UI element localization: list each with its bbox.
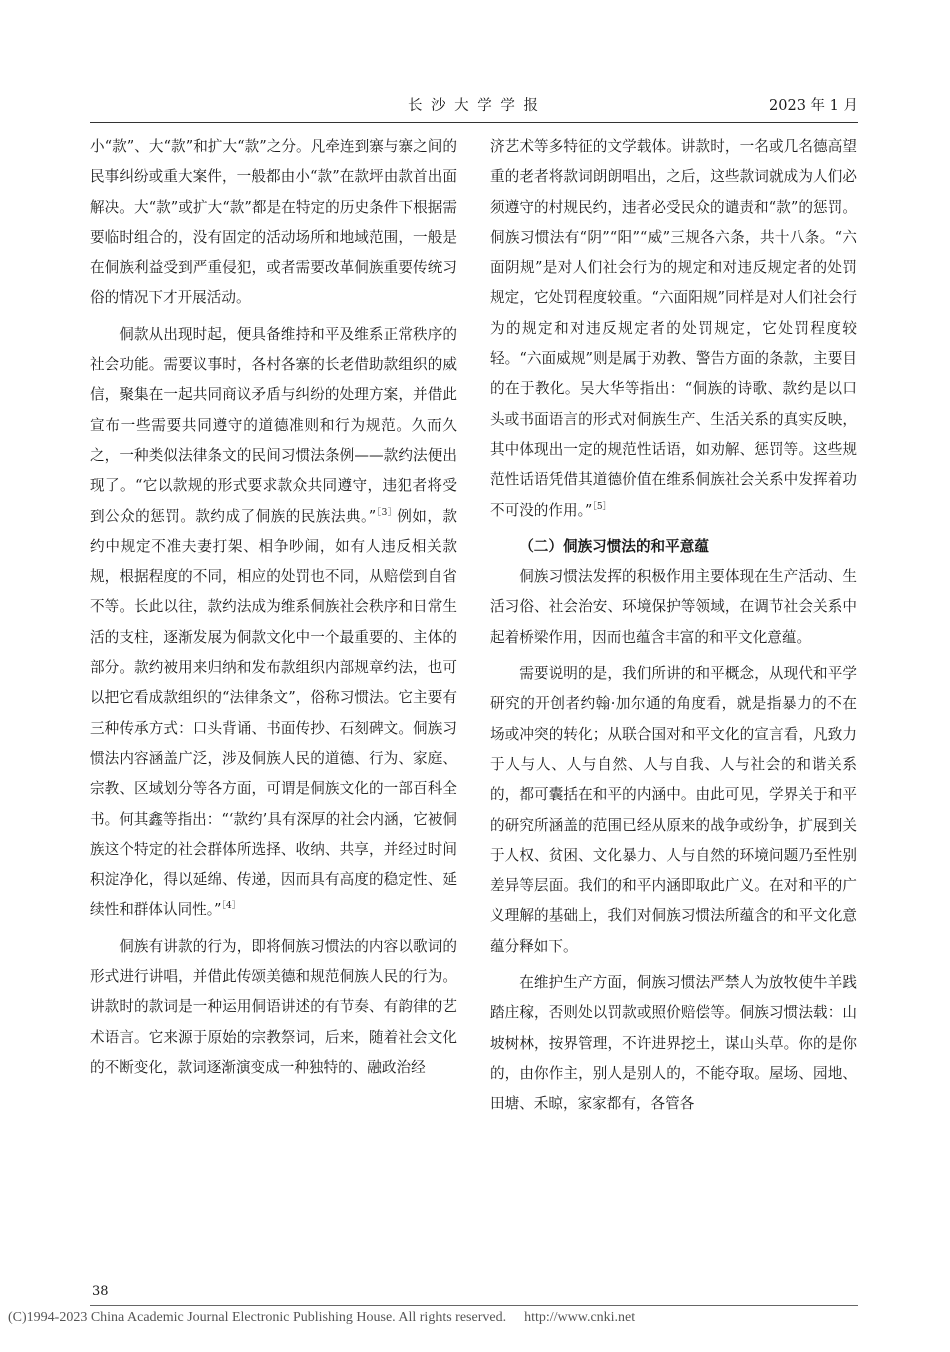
- paragraph: 需要说明的是，我们所讲的和平概念，从现代和平学研究的开创者约翰·加尔通的角度看，就是指暴力的不在场或冲突的转化；从联合国对和平文化的宣言看，凡致力于人与人、人与自然、人与自我、人与社会的和谐关系的，都可囊括在和平的内涵中。由此可见，学界关于和平的研究所涵盖的范围已经从原来的战争或纷争，扩展到关于人权、贫困、文化暴力、人与自然的环境问题乃至性别差异等层面。我们的和平内涵即取此广义。在对和平的广义理解的基础上，我们对侗族习惯法所蕴含的和平文化意蕴分释如下。: [490, 665, 857, 955]
- paragraph-text: 例如，款约中规定不准夫妻打架、相争吵闹，如有人违反相关款规，根据程度的不同，相应的处罚也不同，从赔偿到自省不等。长此以往，款约法成为维系侗族社会秩序和日常生活的支柱，逐渐发展为侗款文化中一个最重要的、主体的部分。款约被用来归纳和发布款组织内部规章约法，也可以把它看成款组织的“法律条文”，俗称习惯法。它主要有三种传承方式：口头背诵、书面传抄、石刻碑文。侗族习惯法内容涵盖广泛，涉及侗族人民的道德、行为、家庭、宗教、区域划分等各方面，可谓是侗族文化的一部百科全书。何其鑫等指出：“‘款约’具有深厚的社会内涵，它被侗族这个特定的社会群体所选择、收纳、共享，并经过时间积淀净化，得以延绵、传递，因而具有高度的稳定性、延续性和群体认同性。”: [90, 507, 457, 919]
- paragraph: [90, 320, 457, 926]
- paragraph: 小“款”、大“款”和扩大“款”之分。凡牵连到寨与寨之间的民事纠纷或重大案件，一般都由小“款”在款坪由款首出面解决。大“款”或扩大“款”都是在特定的历史条件下根据需要临时组合的，没有固定的活动场所和地域范围，一般是在侗族利益受到严重侵犯，或者需要改革侗族重要传统习俗的情况下才开展活动。: [90, 138, 457, 307]
- page-number: 38: [92, 1284, 109, 1299]
- cnki-link[interactable]: http://www.cnki.net: [524, 1310, 636, 1325]
- running-header: [90, 92, 858, 123]
- paragraph: [490, 132, 857, 526]
- paragraph: 在维护生产方面，侗族习惯法严禁人为放牧使牛羊践踏庄稼，否则处以罚款或照价赔偿等。侗族习惯法载：山坡树林，按界管理，不许进界挖土，谋山头草。你的是你的，由你作主，别人是别人的，不能夺取。屋场、园地、田塘、禾晾，家家都有，各管各: [490, 974, 857, 1113]
- citation-ref[interactable]: ［3］: [376, 507, 398, 518]
- paragraph: 侗族习惯法发挥的积极作用主要体现在生产活动、生活习俗、社会治安、环境保护等领域，在调节社会关系中起着桥梁作用，因而也蕴含丰富的和平文化意蕴。: [490, 568, 857, 646]
- copyright-line: [8, 1310, 635, 1326]
- paragraph: 侗族有讲款的行为，即将侗族习惯法的内容以歌词的形式进行讲唱，并借此传颂美德和规范侗族人民的行为。讲款时的款词是一种运用侗语讲述的有节奏、有韵律的艺术语言。它来源于原始的宗教祭词，后来，随着社会文化的不断变化，款词逐渐演变成一种独特的、融政治经: [90, 937, 457, 1076]
- copyright-text: (C)1994-2023 China Academic Journal Electronic Publishing House. All rights reserved.: [8, 1310, 507, 1325]
- issue-date: 2023 年 1 月: [769, 98, 858, 114]
- journal-title: 长 沙 大 学 学 报: [407, 98, 541, 114]
- left-column: [90, 132, 457, 1083]
- footer-divider: [90, 1305, 858, 1306]
- citation-ref[interactable]: ［4］: [221, 901, 241, 912]
- paragraph-text: 侗款从出现时起，便具备维持和平及维系正常秩序的社会功能。需要议事时，各村各寨的长老借助款组织的威信，聚集在一起共同商议矛盾与纠纷的处理方案，并借此宣布一些需要共同遵守的道德准则和行为规范。久而久之，一种类似法律条文的民间习惯法条例——款约法便出现了。“它以款规的形式要求款众共同遵守，违犯者将受到公众的惩罚。款约成了侗族的民族法典。”: [90, 325, 457, 525]
- citation-ref[interactable]: ［5］: [592, 501, 612, 512]
- right-column: [490, 132, 857, 1120]
- paragraph-text: 济艺术等多特征的文学载体。讲款时，一名或几名德高望重的老者将款词朗朗唱出，之后，这些款词就成为人们必须遵守的村规民约，违者必受民众的谴责和“款”的惩罚。侗族习惯法有“阴”“阳”“威”三规各六条，共十八条。“六面阴规”是对人们社会行为的规定和对违反规定者的处罚规定，它处罚程度较重。“六面阳规”同样是对人们社会行为的规定和对违反规定者的处罚规定，它处罚程度较轻。“六面威规”则是属于劝教、警告方面的条款，主要目的在于教化。吴大华等指出：“侗族的诗歌、款约是以口头或书面语言的形式对侗族生产、生活关系的真实反映，其中体现出一定的规范性话语，如劝解、惩罚等。这些规范性话语凭借其道德价值在维系侗族社会关系中发挥着功不可没的作用。”: [490, 138, 857, 519]
- section-heading: （二）侗族习惯法的和平意蕴: [519, 537, 709, 555]
